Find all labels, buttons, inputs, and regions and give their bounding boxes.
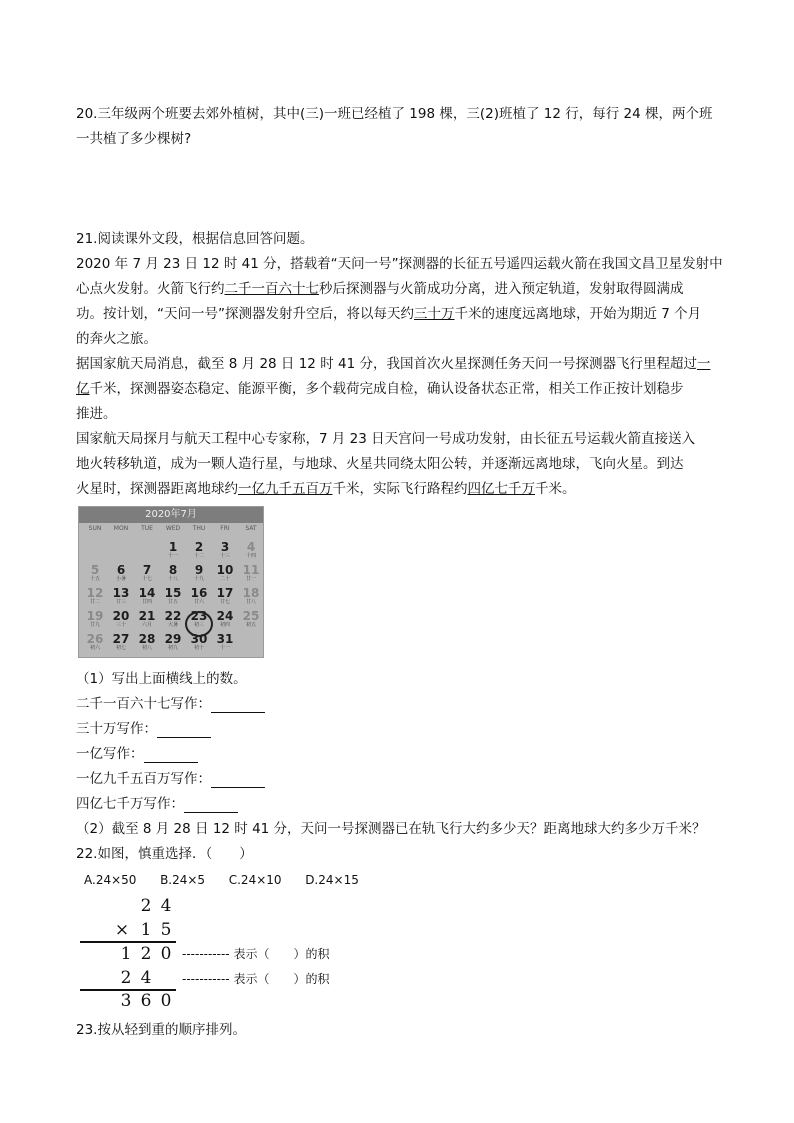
lunar-date: 初四: [219, 622, 230, 628]
calendar-day: [134, 564, 160, 582]
partial-product-1-note: ----------- 表示（ ）的积: [182, 947, 330, 961]
answer-blank[interactable]: [157, 723, 211, 738]
q21-p3-line1: 国家航天局探月与航天工程中心专家称，7 月 23 日天宫问一号成功发射，由长征五号运载火箭直接送入: [76, 431, 696, 447]
calendar-title: 2020年7月: [79, 507, 263, 523]
lunar-date: 十三: [219, 553, 230, 559]
q21-p2-line3: 推进。: [76, 406, 117, 422]
calendar-weekday-row: [79, 525, 263, 535]
digit: 3: [120, 991, 132, 1011]
day-number: 20: [112, 609, 130, 623]
day-number: 17: [216, 586, 234, 600]
calendar-day: [212, 633, 238, 651]
lunar-date: 小暑: [115, 576, 126, 582]
q21-title: 21.阅读课外文段，根据信息回答问题。: [76, 231, 314, 247]
lunar-date: 廿二: [89, 599, 100, 605]
lunar-date: 六月: [141, 622, 152, 628]
calendar-day: [160, 564, 186, 582]
weekday-label: TUE: [141, 525, 153, 532]
fill-label: 一亿写作：: [76, 746, 144, 762]
digit: 2: [140, 896, 152, 916]
day-number: 1: [168, 540, 178, 554]
weekday-label: FRI: [220, 525, 230, 532]
day-number: 14: [138, 586, 156, 600]
option-b[interactable]: B.24×5: [160, 873, 206, 887]
day-number: 18: [242, 586, 260, 600]
q21-fill4: [76, 770, 265, 788]
text: 千米。: [535, 481, 576, 497]
day-number: 16: [190, 586, 208, 600]
weekday-label: MON: [113, 525, 129, 532]
day-number: 27: [112, 632, 130, 646]
fill-label: 四亿七千万写作：: [76, 796, 184, 812]
lunar-date: 初五: [245, 622, 256, 628]
text: 千米，实际飞行路程约: [332, 481, 468, 497]
lunar-date: 廿六: [193, 599, 204, 605]
day-number: 29: [164, 632, 182, 646]
calendar-day: [134, 610, 160, 628]
q21-fill1: [76, 695, 265, 713]
day-number: 7: [142, 563, 152, 577]
lunar-date: 廿四: [141, 599, 152, 605]
q21-sub1: （1）写出上面横线上的数。: [76, 671, 247, 687]
day-number: 6: [116, 563, 126, 577]
lunar-date: 廿八: [245, 599, 256, 605]
lunar-date: 初八: [141, 645, 152, 651]
day-number: 10: [216, 563, 234, 577]
day-number: 13: [112, 586, 130, 600]
times-sign: ×: [114, 920, 130, 940]
day-number: 31: [216, 632, 234, 646]
lunar-date: 初九: [167, 645, 178, 651]
digit: 2: [120, 968, 132, 988]
day-number: 19: [86, 609, 104, 623]
calendar-day: [186, 564, 212, 582]
lunar-date: 二十: [219, 576, 230, 582]
day-number: 12: [86, 586, 104, 600]
text: 千米，探测器姿态稳定、能源平衡，多个载荷完成自检，确认设备状态正常，相关工作正按计划稳步: [89, 381, 684, 397]
calendar-image: [78, 506, 264, 658]
day-number: 28: [138, 632, 156, 646]
calendar-day: [134, 633, 160, 651]
calendar-day: [186, 541, 212, 559]
day-number: 25: [242, 609, 260, 623]
digit: 5: [160, 920, 172, 940]
q21-fill3: [76, 745, 198, 763]
q20-text-line2: 一共植了多少棵树?: [76, 131, 192, 147]
day-number: 21: [138, 609, 156, 623]
day-number: 2: [194, 540, 204, 554]
lunar-date: 十七: [141, 576, 152, 582]
date-circle-mark: [185, 611, 213, 637]
lunar-date: 十八: [167, 576, 178, 582]
lunar-date: 初六: [89, 645, 100, 651]
day-number: 4: [246, 540, 256, 554]
calendar-day: [108, 587, 134, 605]
calendar-day: [212, 541, 238, 559]
digit: 4: [160, 896, 172, 916]
day-number: 5: [90, 563, 100, 577]
option-c[interactable]: C.24×10: [228, 873, 282, 887]
day-number: 11: [242, 563, 260, 577]
day-number: 15: [164, 586, 182, 600]
q21-p1-line4: 的奔火之旅。: [76, 331, 157, 347]
calendar-day: [212, 564, 238, 582]
calendar-day: [212, 587, 238, 605]
calendar-day: [238, 610, 264, 628]
q21-p3-line3: [76, 480, 576, 498]
answer-blank[interactable]: [184, 798, 238, 813]
lunar-date: 十九: [193, 576, 204, 582]
lunar-date: 三十: [115, 622, 126, 628]
q21-sub2: （2）截至 8 月 28 日 12 时 41 分，天问一号探测器已在轨飞行大约多少天？距离地球大约多少万千米？: [76, 821, 706, 837]
q21-p1-line1: 2020 年 7 月 23 日 12 时 41 分，搭载着“天问一号”探测器的长征五号遥四运载火箭在我国文昌卫星发射中: [76, 256, 723, 272]
lunar-date: 十四: [245, 553, 256, 559]
day-number: 30: [190, 632, 208, 646]
weekday-label: WED: [165, 525, 181, 532]
text: 火星时，探测器距离地球约: [76, 481, 238, 497]
calendar-day: [160, 633, 186, 651]
answer-blank[interactable]: [211, 698, 265, 713]
day-number: 9: [194, 563, 204, 577]
answer-blank[interactable]: [144, 748, 198, 763]
option-d[interactable]: D.24×15: [305, 873, 359, 887]
lunar-date: 廿一: [245, 576, 256, 582]
day-number: 8: [168, 563, 178, 577]
lunar-date: 十一: [167, 553, 178, 559]
calendar-day: [160, 541, 186, 559]
digit: 0: [160, 991, 172, 1011]
underlined-number-300000: 三十万: [414, 306, 455, 322]
lunar-date: 廿五: [167, 599, 178, 605]
weekday-label: SUN: [88, 525, 102, 532]
lunar-date: 十五: [89, 576, 100, 582]
calendar-day: [160, 610, 186, 628]
text: 心点火发射。火箭飞行约: [76, 281, 225, 297]
calendar-day: [238, 587, 264, 605]
q23-title: 23.按从轻到重的顺序排列。: [76, 1022, 246, 1038]
answer-blank[interactable]: [211, 773, 265, 788]
q21-fill5: [76, 795, 238, 813]
q21-p2-line1: [76, 355, 710, 373]
calendar-day: [238, 564, 264, 582]
digit: 1: [120, 944, 132, 964]
calendar-day: [238, 541, 264, 559]
lunar-date: 初七: [115, 645, 126, 651]
underlined-number-470000000: 四亿七千万: [467, 481, 535, 497]
weekday-label: SAT: [245, 525, 257, 532]
weekday-label: THU: [192, 525, 206, 532]
text: 秒后探测器与火箭成功分离，进入预定轨道，发射取得圆满成: [319, 281, 684, 297]
calendar-day: [186, 587, 212, 605]
q22-title: 22.如图，慎重选择．（ ）: [76, 846, 253, 862]
q21-fill2: [76, 720, 211, 738]
calendar-day: [108, 564, 134, 582]
lunar-date: 廿七: [219, 599, 230, 605]
calendar-day: [82, 610, 108, 628]
underlined-number-part: 一: [696, 356, 711, 372]
fill-label: 二千一百六十七写作：: [76, 696, 211, 712]
calendar-day: [160, 587, 186, 605]
fill-label: 一亿九千五百万写作：: [76, 771, 211, 787]
option-a[interactable]: A.24×50: [84, 873, 137, 887]
day-number: 24: [216, 609, 234, 623]
q21-p1-line2: [76, 280, 684, 298]
day-number: 3: [220, 540, 230, 554]
calendar-day: [212, 610, 238, 628]
partial-product-2-note: ----------- 表示（ ）的积: [182, 972, 330, 986]
q21-p1-line3: [76, 305, 701, 323]
calendar-day: [82, 587, 108, 605]
lunar-date: 大暑: [167, 622, 178, 628]
digit: 0: [160, 944, 172, 964]
lunar-date: 廿三: [115, 599, 126, 605]
underlined-number-part: 亿: [76, 381, 90, 397]
calendar-day: [108, 633, 134, 651]
q21-p3-line2: 地火转移轨道，成为一颗人造行星，与地球、火星共同绕太阳公转，并逐渐远离地球，飞向火星。到达: [76, 456, 684, 472]
rule-line: [80, 941, 176, 943]
fill-label: 三十万写作：: [76, 721, 157, 737]
q21-p2-line2: [76, 380, 684, 398]
digit: 2: [140, 944, 152, 964]
calendar-day: [82, 564, 108, 582]
lunar-date: 初三: [193, 622, 204, 628]
digit: 6: [140, 991, 152, 1011]
calendar-day: [82, 633, 108, 651]
digit: 4: [140, 968, 152, 988]
lunar-date: 廿九: [89, 622, 100, 628]
q22-options: [84, 871, 359, 889]
underlined-number-195000000: 一亿九千五百万: [238, 481, 333, 497]
calendar-day: [134, 587, 160, 605]
day-number: 26: [86, 632, 104, 646]
text: 千米的速度远离地球，开始为期近 7 个月: [454, 306, 702, 322]
day-number: 23: [190, 609, 208, 623]
calendar-day: [108, 610, 134, 628]
day-number: 22: [164, 609, 182, 623]
lunar-date: 十二: [193, 553, 204, 559]
digit: 1: [140, 920, 152, 940]
lunar-date: 初十: [193, 645, 204, 651]
text: 功。按计划，“天问一号”探测器发射升空后，将以每天约: [76, 306, 414, 322]
text: 据国家航天局消息，截至 8 月 28 日 12 时 41 分，我国首次火星探测任务天问一号探测器飞行里程超过: [76, 356, 697, 372]
q20-text-line1: 20.三年级两个班要去郊外植树，其中(三)一班已经植了 198 棵，三(2)班植了 12 行，每行 24 棵，两个班: [76, 106, 713, 122]
lunar-date: 十一: [219, 645, 230, 651]
underlined-number-2167: 二千一百六十七: [224, 281, 319, 297]
